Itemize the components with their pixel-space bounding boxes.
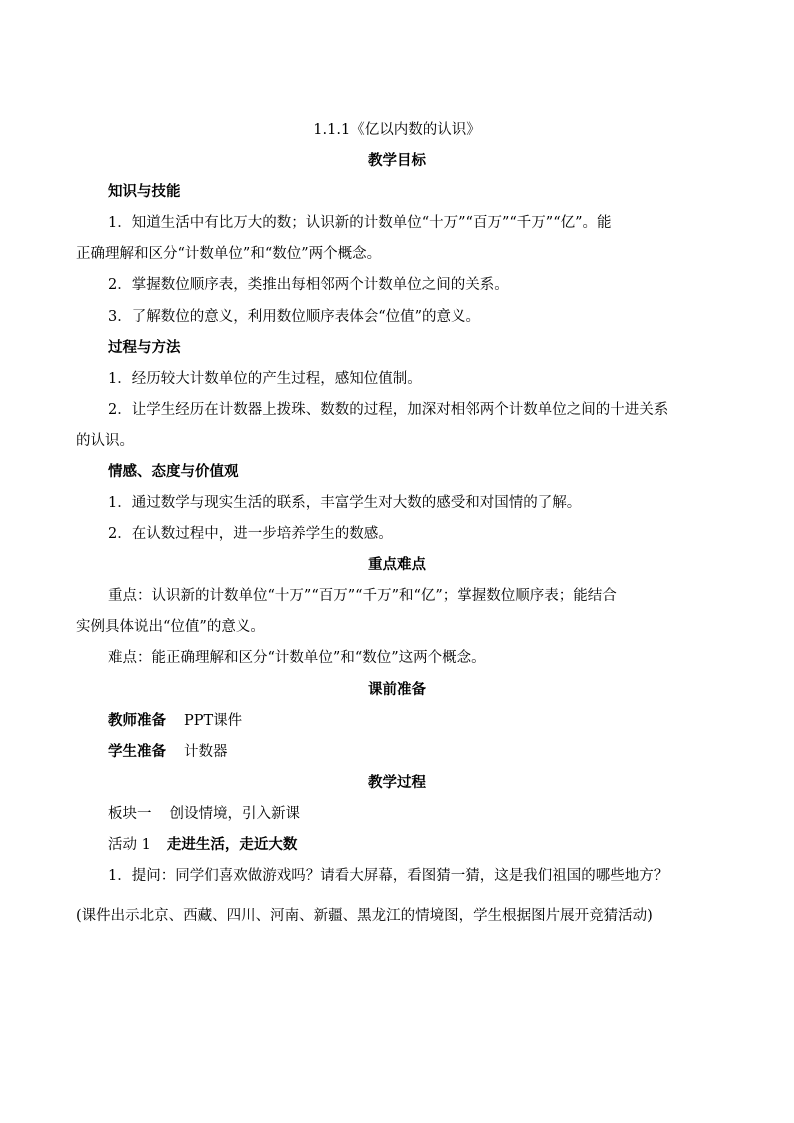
activity-1-line [108, 835, 736, 855]
teacher-preparation [108, 711, 736, 731]
section-heading-process: 教学过程 [368, 774, 426, 791]
focus-line-1: 重点：认识新的计数单位“十万”“百万”“千万”和“亿”；掌握数位顺序表；能结合 [108, 588, 617, 604]
student-preparation-value: 计数器 [184, 744, 228, 760]
teacher-preparation-value: PPT课件 [184, 713, 243, 729]
attitude-item-1: 1．通过数学与现实生活的联系，丰富学生对大数的感受和对国情的了解。 [108, 495, 582, 511]
attitude-item-2: 2．在认数过程中，进一步培养学生的数感。 [108, 526, 393, 542]
section-heading-preparation: 课前准备 [368, 681, 426, 698]
block-1-label: 板块一 [108, 806, 152, 822]
section-heading-teaching-goals: 教学目标 [368, 152, 426, 169]
student-preparation [108, 742, 736, 762]
difficulty-line: 难点：能正确理解和区分“计数单位”和“数位”这两个概念。 [108, 650, 486, 666]
focus-line-2: 实例具体说出“位值”的意义。 [76, 619, 265, 635]
subheading-attitude-values: 情感、态度与价值观 [108, 463, 239, 480]
knowledge-item-1-line-2: 正确理解和区分“计数单位”和“数位”两个概念。 [76, 246, 382, 262]
knowledge-item-2: 2．掌握数位顺序表，类推出每相邻两个计数单位之间的关系。 [108, 277, 509, 293]
subheading-process-method: 过程与方法 [108, 339, 181, 356]
subheading-knowledge-skills: 知识与技能 [108, 183, 181, 200]
process-method-item-2-line-2: 的认识。 [76, 433, 134, 449]
process-step-1: 1．提问：同学们喜欢做游戏吗？请看大屏幕，看图猜一猜，这是我们祖国的哪些地方？ [108, 868, 669, 884]
section-heading-key-points: 重点难点 [368, 556, 426, 573]
student-preparation-label: 学生准备 [108, 743, 166, 760]
knowledge-item-1-line-1: 1．知道生活中有比万大的数；认识新的计数单位“十万”“百万”“千万”“亿”。能 [108, 215, 612, 231]
block-1-value: 创设情境，引入新课 [169, 806, 300, 822]
teacher-preparation-label: 教师准备 [108, 712, 166, 729]
process-method-item-1: 1．经历较大计数单位的产生过程，感知位值制。 [108, 371, 422, 387]
process-method-item-2-line-1: 2．让学生经历在计数器上拨珠、数数的过程，加深对相邻两个计数单位之间的十进关系 [108, 402, 669, 418]
document-title: 1.1.1《亿以内数的认识》 [313, 122, 481, 138]
activity-1-value: 走进生活，走近大数 [166, 836, 298, 853]
activity-1-label: 活动 1 [108, 837, 151, 853]
knowledge-item-3: 3．了解数位的意义，利用数位顺序表体会“位值”的意义。 [108, 309, 481, 325]
block-1-line [108, 804, 736, 824]
process-step-1-note: (课件出示北京、西藏、四川、河南、新疆、黑龙江的情境图，学生根据图片展开竞猜活动) [76, 908, 653, 924]
